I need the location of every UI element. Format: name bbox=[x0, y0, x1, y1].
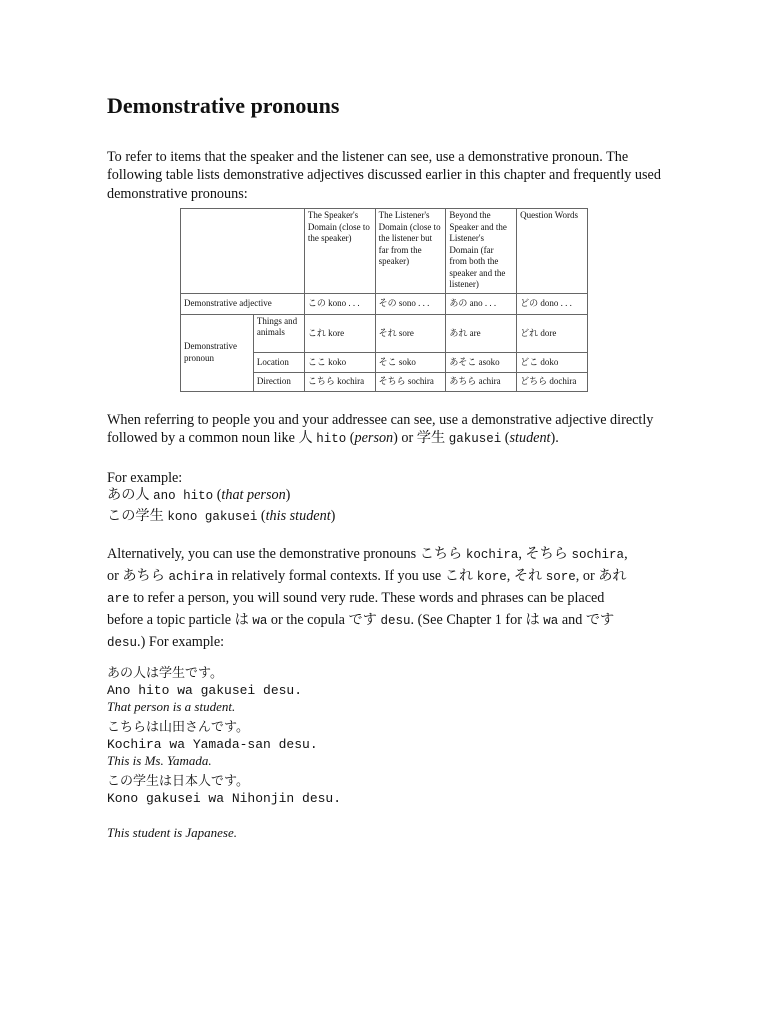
pronouns-paragraph bbox=[107, 544, 642, 654]
romaji: kore bbox=[476, 570, 507, 584]
table-cell: そこ soko bbox=[375, 353, 446, 372]
table-cell: どちら dochira bbox=[517, 372, 588, 391]
translation: student bbox=[509, 430, 551, 447]
text: , そちら bbox=[518, 546, 572, 562]
table-cell: どれ dore bbox=[517, 314, 588, 353]
text: ). bbox=[550, 430, 559, 447]
table-cell: どの dono . . . bbox=[517, 294, 588, 314]
example-translation: This student is Japanese. bbox=[107, 825, 237, 840]
page-title: Demonstrative pronouns bbox=[107, 93, 340, 118]
romaji: desu bbox=[107, 636, 138, 650]
table-row bbox=[181, 314, 588, 353]
example-japanese: こちらは山田さんです。 bbox=[107, 719, 249, 734]
people-paragraph bbox=[107, 411, 667, 449]
table-cell: ここ koko bbox=[304, 353, 375, 372]
text: ) bbox=[285, 487, 291, 503]
romaji: are bbox=[107, 592, 130, 606]
romaji: ano hito bbox=[153, 489, 214, 503]
table-cell: あれ are bbox=[446, 314, 517, 353]
table-header-row bbox=[181, 209, 588, 294]
example-romaji: Ano hito wa gakusei desu. bbox=[107, 683, 303, 698]
table-cell: あそこ asoko bbox=[446, 353, 517, 372]
text: .) For example: bbox=[137, 634, 225, 650]
table-corner-cell bbox=[181, 209, 305, 294]
text: ( bbox=[346, 430, 355, 447]
japanese: あの人 bbox=[107, 487, 154, 503]
japanese: この学生 bbox=[107, 508, 168, 524]
example-japanese: あの人は学生です。 bbox=[107, 665, 223, 680]
translation: person bbox=[354, 430, 394, 447]
romaji: wa bbox=[252, 614, 268, 628]
table-header-cell: Beyond the Speaker and the Listener's Domain (far from both the speaker and the listener) bbox=[446, 209, 517, 294]
example-line bbox=[107, 486, 667, 505]
row-sublabel: Direction bbox=[253, 372, 304, 391]
text: , or あれ bbox=[575, 568, 627, 584]
example-romaji: Kono gakusei wa Nihonjin desu. bbox=[107, 791, 342, 806]
text: to refer a person, you will sound very rude. These words and phrases can be placed before a topic particle は bbox=[107, 590, 605, 628]
translation: that person bbox=[221, 487, 286, 503]
translation: this student bbox=[265, 508, 331, 524]
romaji: sore bbox=[545, 570, 576, 584]
table-cell: その sono . . . bbox=[375, 294, 446, 314]
demonstratives-table bbox=[180, 208, 588, 392]
table-cell: どこ doko bbox=[517, 353, 588, 372]
romaji: wa bbox=[543, 614, 559, 628]
romaji: achira bbox=[168, 570, 214, 584]
example-romaji: Kochira wa Yamada-san desu. bbox=[107, 737, 318, 752]
romaji: desu bbox=[380, 614, 411, 628]
text: or the copula です bbox=[267, 612, 381, 628]
text: When referring to people you and your addressee can see, use a demonstrative adjective directly followed by a common noun like 人 bbox=[107, 412, 654, 447]
text: ( bbox=[257, 508, 266, 524]
romaji: kono gakusei bbox=[167, 510, 258, 524]
romaji: kochira bbox=[465, 548, 519, 562]
table-cell: これ kore bbox=[304, 314, 375, 353]
text: ( bbox=[213, 487, 222, 503]
text: in relatively formal contexts. If you use これ bbox=[213, 568, 477, 584]
text: , or あちら bbox=[107, 546, 628, 584]
romaji: hito bbox=[316, 432, 347, 447]
text: and です bbox=[558, 612, 615, 628]
text: ) bbox=[330, 508, 336, 524]
example-translation: This is Ms. Yamada. bbox=[107, 753, 212, 768]
table-cell: あちら achira bbox=[446, 372, 517, 391]
text: Alternatively, you can use the demonstrative pronouns こちら bbox=[107, 546, 466, 562]
table-header-cell: Question Words bbox=[517, 209, 588, 294]
row-label-adjective: Demonstrative adjective bbox=[181, 294, 305, 314]
table-header-cell: The Speaker's Domain (close to the speaker) bbox=[304, 209, 375, 294]
intro-paragraph: To refer to items that the speaker and the listener can see, use a demonstrative pronoun. The following table lists demonstrative adjectives discussed earlier in this chapter and frequently used demonstrative pronouns: bbox=[107, 149, 661, 202]
text: ( bbox=[501, 430, 510, 447]
for-example-label: For example: bbox=[107, 470, 183, 486]
row-sublabel: Location bbox=[253, 353, 304, 372]
table-cell: こちら kochira bbox=[304, 372, 375, 391]
text: ) or 学生 bbox=[393, 430, 449, 447]
example-japanese: この学生は日本人です。 bbox=[107, 773, 249, 788]
table-cell: あの ano . . . bbox=[446, 294, 517, 314]
romaji: gakusei bbox=[448, 432, 502, 447]
text: , それ bbox=[506, 568, 546, 584]
table-cell: この kono . . . bbox=[304, 294, 375, 314]
table-header-cell: The Listener's Domain (close to the listener but far from the speaker) bbox=[375, 209, 446, 294]
row-sublabel: Things and animals bbox=[253, 314, 304, 353]
table-cell: そちら sochira bbox=[375, 372, 446, 391]
example-line bbox=[107, 507, 667, 526]
table-cell: それ sore bbox=[375, 314, 446, 353]
romaji: sochira bbox=[571, 548, 625, 562]
row-label-pronoun: Demonstrative pronoun bbox=[181, 314, 254, 391]
text: . (See Chapter 1 for は bbox=[410, 612, 544, 628]
table-row bbox=[181, 294, 588, 314]
example-translation: That person is a student. bbox=[107, 699, 236, 714]
